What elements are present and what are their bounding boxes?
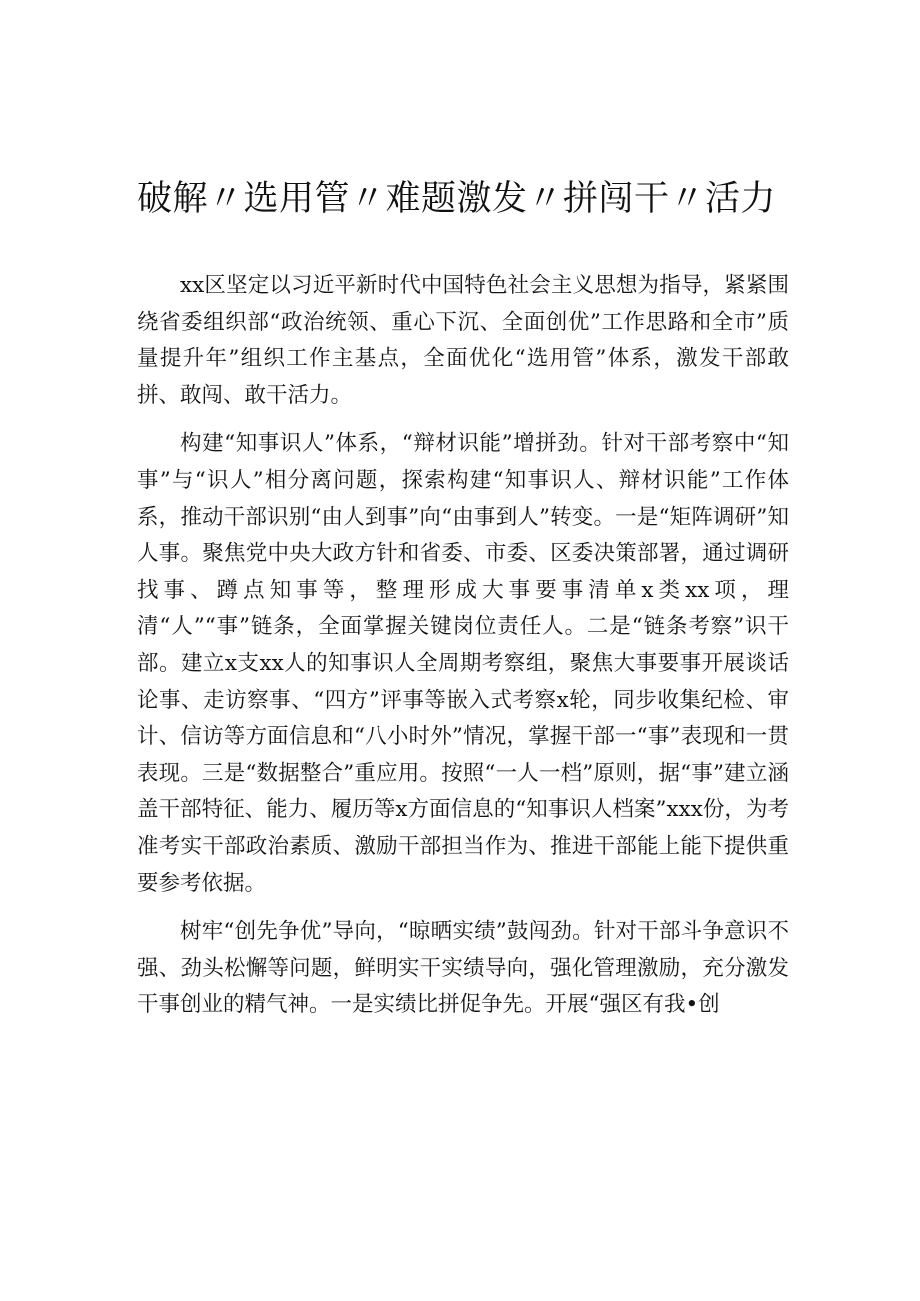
document-body	[137, 268, 789, 1024]
document-title: 破解〃选用管〃难题激发〃拼闯干〃活力	[137, 179, 777, 219]
paragraph-knowing-people: 构建“知事识人”体系，“辩材识能”增拼劲。针对干部考察中“知事”与“识人”相分离问题，探索构建“知事识人、辩材识能”工作体系，推动干部识别“由人到事”向“由事到人”转变。一是“矩阵调研”知人事。聚焦党中央大政方针和省委、市委、区委决策部署，通过调研找事、蹲点知事等，整理形成大事要事清单x类xx项，理清“人”“事”链条，全面掌握关键岗位责任人。二是“链条考察”识干部。建立x支xx人的知事识人全周期考察组，聚焦大事要事开展谈话论事、走访察事、“四方”评事等嵌入式考察x轮，同步收集纪检、审计、信访等方面信息和“八小时外”情况，掌握干部一“事”表现和一贯表现。三是“数据整合”重应用。按照“一人一档”原则，据“事”建立涵盖干部特征、能力、履历等x方面信息的“知事识人档案”xxx份，为考准考实干部政治素质、激励干部担当作为、推进干部能上能下提供重要参考依据。	[137, 431, 789, 896]
paragraph-excellence: 树牢“创先争优”导向，“晾晒实绩”鼓闯劲。针对干部斗争意识不强、劲头松懈等问题，鲜明实干实绩导向，强化管理激励，充分激发干事创业的精气神。一是实绩比拼促争先。开展“强区有我•创	[137, 919, 789, 1018]
paragraph-intro: xx区坚定以习近平新时代中国特色社会主义思想为指导，紧紧围绕省委组织部“政治统领、重心下沉、全面创优”工作思路和全市”质量提升年”组织工作主基点，全面优化“选用管”体系，激发干部敢拼、敢闯、敢干活力。	[137, 273, 789, 408]
